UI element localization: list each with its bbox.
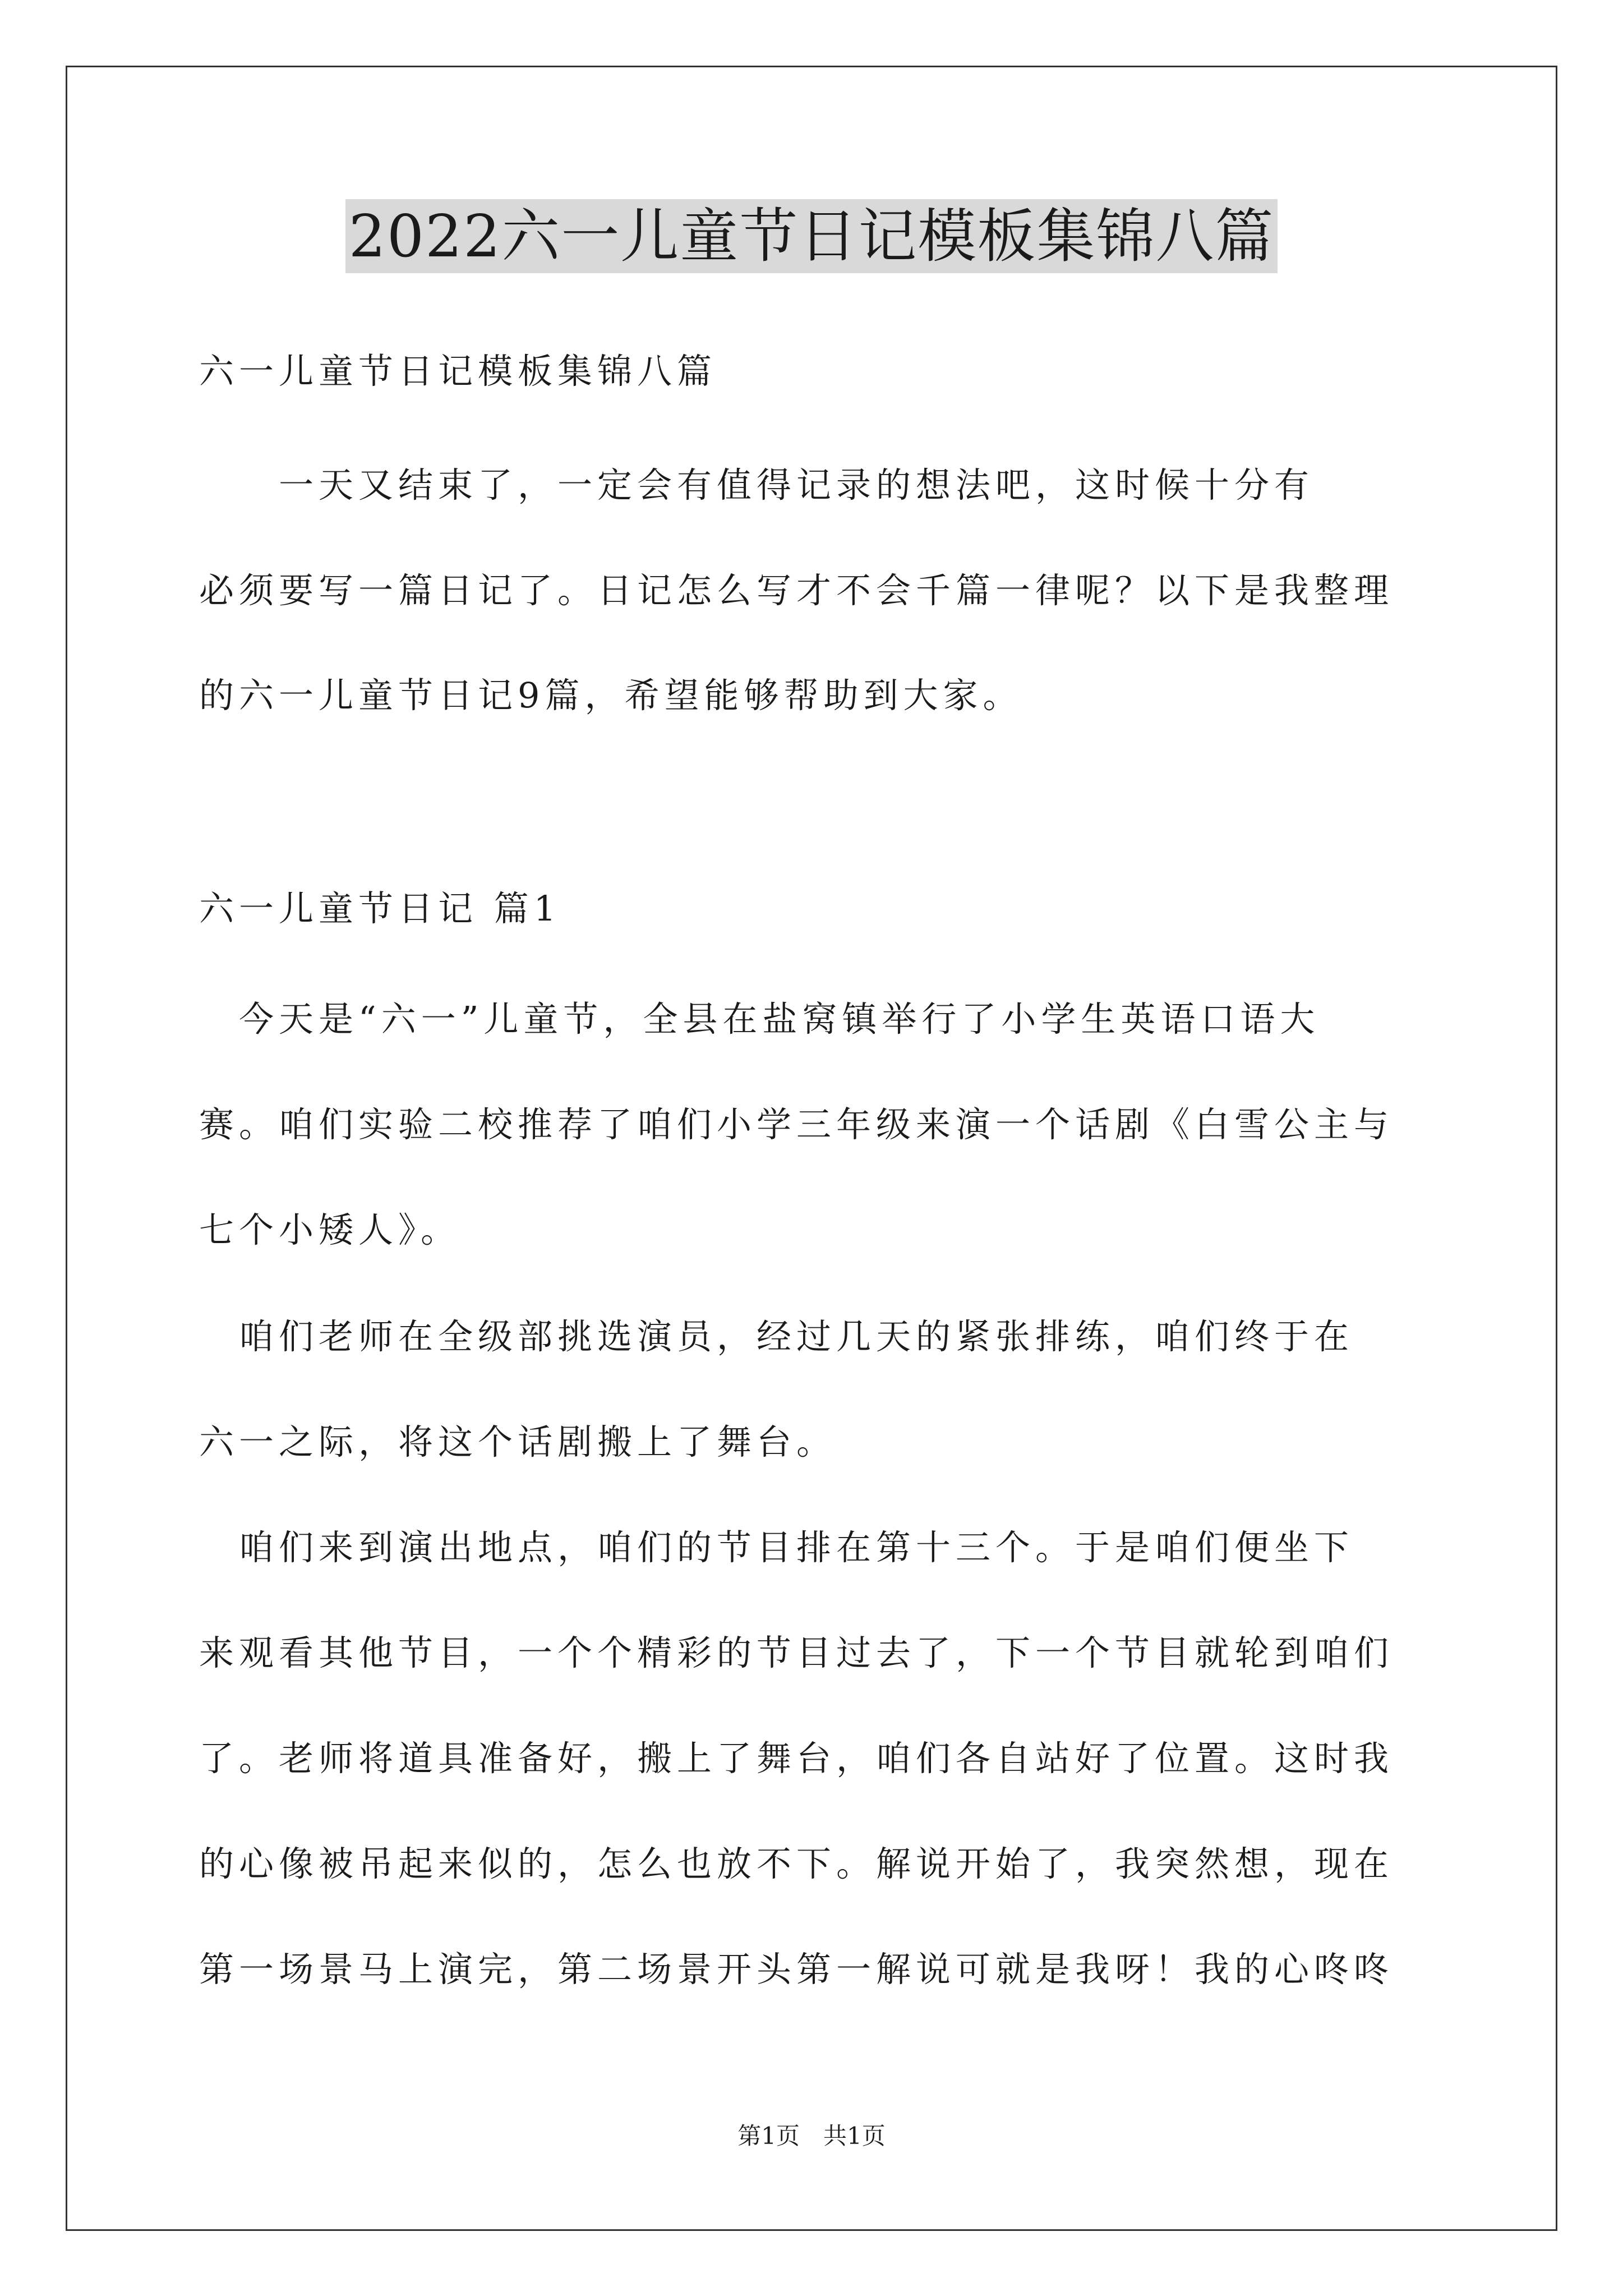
section-heading: 六一儿童节日记 篇1 [199,888,561,929]
body-line-4: 咱们老师在全级部挑选演员，经过几天的紧张排练，咱们终于在 [199,1316,1354,1357]
body-line-1: 今天是“六一”儿童节，全县在盐窝镇举行了小学生英语口语大 [199,999,1320,1039]
body-line-10: 第一场景马上演完，第二场景开头第一解说可就是我呀！我的心咚咚 [199,1949,1394,1990]
page-footer: 第1页 共1页 [737,2122,886,2150]
document-subtitle: 六一儿童节日记模板集锦八篇 [199,351,717,392]
intro-line-2: 必须要写一篇日记了。日记怎么写才不会千篇一律呢？以下是我整理 [199,570,1394,611]
body-line-8: 了。老师将道具准备好，搬上了舞台，咱们各自站好了位置。这时我 [199,1738,1394,1779]
body-line-2: 赛。咱们实验二校推荐了咱们小学三年级来演一个话剧《白雪公主与 [199,1104,1394,1145]
intro-line-1: 一天又结束了，一定会有值得记录的想法吧，这时候十分有 [199,464,1315,505]
body-line-9: 的心像被吊起来似的，怎么也放不下。解说开始了，我突然想，现在 [199,1843,1394,1884]
document-title: 2022六一儿童节日记模板集锦八篇 [345,199,1278,273]
intro-line-3: 的六一儿童节日记9篇，希望能够帮助到大家。 [199,675,1023,716]
body-line-7: 来观看其他节目，一个个精彩的节目过去了，下一个节目就轮到咱们 [199,1632,1394,1673]
body-line-3: 七个小矮人》。 [199,1209,461,1250]
body-line-5: 六一之际，将这个话剧搬上了舞台。 [199,1421,837,1462]
body-line-6: 咱们来到演出地点，咱们的节目排在第十三个。于是咱们便坐下 [199,1527,1354,1568]
title-wrap [0,199,1623,273]
